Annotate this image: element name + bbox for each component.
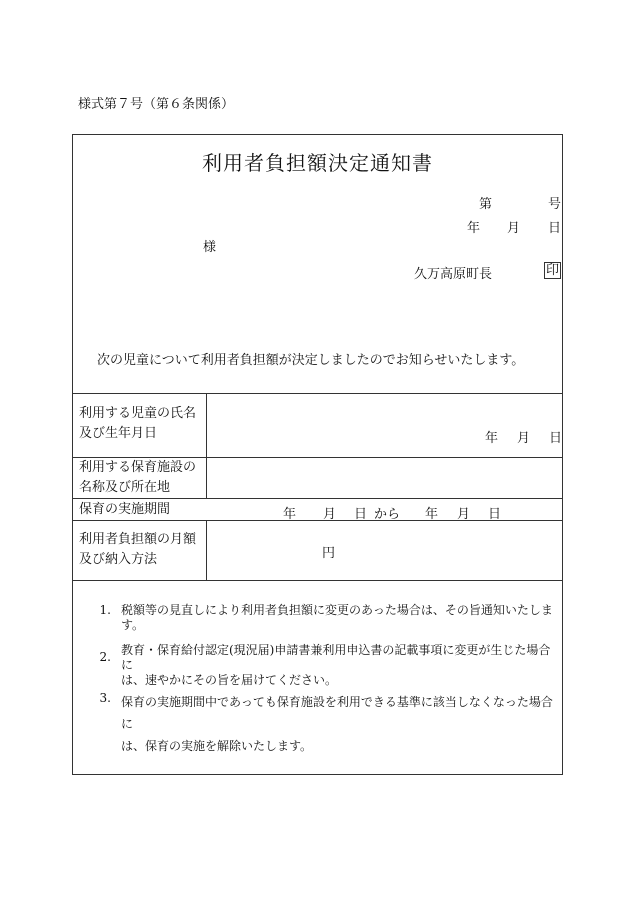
column-divider-2 bbox=[206, 457, 207, 498]
number-prefix: 第 bbox=[479, 197, 493, 212]
birth-month: 月 bbox=[517, 431, 531, 446]
period-to-day: 日 bbox=[488, 507, 502, 522]
row-facility-label-line2: 名称及び所在地 bbox=[79, 480, 171, 495]
column-divider-1 bbox=[206, 393, 207, 457]
issuer-name: 久万高原町長 bbox=[414, 267, 493, 282]
note-number: 2. bbox=[99, 650, 111, 664]
period-to-month: 月 bbox=[457, 507, 471, 522]
note-item bbox=[91, 603, 556, 632]
period-from-year: 年 bbox=[283, 507, 297, 522]
note-text bbox=[121, 643, 556, 688]
note-text bbox=[121, 691, 556, 757]
note-number: 3. bbox=[99, 691, 111, 705]
note-text-line1: 教育・保育給付認定(現況届)申請書兼利用申込書の記載事項に変更が生じた場合に bbox=[121, 643, 551, 672]
seal-mark: 印 bbox=[546, 263, 560, 278]
row-fee-label-line2: 及び納入方法 bbox=[79, 552, 158, 567]
note-text-line1: 保育の実施期間中であっても保育施設を利用できる基準に該当しなくなった場合に bbox=[121, 695, 553, 731]
issue-date-year: 年 bbox=[467, 221, 481, 236]
row-fee-label bbox=[79, 530, 196, 570]
birth-day: 日 bbox=[549, 431, 563, 446]
period-from-month: 月 bbox=[323, 507, 337, 522]
note-text-line2: は、速やかにその旨を届けてください。 bbox=[121, 673, 338, 687]
note-number: 1. bbox=[99, 603, 111, 617]
period-to-year: 年 bbox=[425, 507, 439, 522]
note-text-line2: は、保育の実施を解除いたします。 bbox=[121, 739, 313, 753]
note-text: 税額等の見直しにより利用者負担額に変更のあった場合は、その旨通知いたします。 bbox=[121, 603, 553, 632]
row-facility-label-line1: 利用する保育施設の bbox=[79, 460, 197, 475]
recipient-suffix: 様 bbox=[203, 240, 217, 255]
column-divider-4 bbox=[206, 520, 207, 580]
table-bottom-border bbox=[73, 580, 562, 581]
row-divider-2 bbox=[73, 498, 562, 499]
birth-year: 年 bbox=[485, 431, 499, 446]
row-child-label-line1: 利用する児童の氏名 bbox=[79, 406, 197, 421]
issue-date-month: 月 bbox=[507, 221, 521, 236]
intro-text: 次の児童について利用者負担額が決定しましたのでお知らせいたします。 bbox=[97, 353, 525, 368]
row-facility-label bbox=[79, 458, 196, 498]
note-item bbox=[91, 643, 556, 687]
issue-date-day: 日 bbox=[548, 221, 562, 236]
row-child-label-line2: 及び生年月日 bbox=[79, 426, 158, 441]
row-child-label bbox=[79, 404, 196, 444]
period-from-day: 日 bbox=[354, 507, 368, 522]
note-item bbox=[91, 691, 556, 753]
notice-frame bbox=[72, 134, 563, 775]
fee-currency: 円 bbox=[322, 546, 336, 561]
row-period-label: 保育の実施期間 bbox=[79, 502, 171, 517]
row-fee-label-line1: 利用者負担額の月額 bbox=[79, 532, 197, 547]
table-top-border bbox=[73, 393, 562, 394]
document-title: 利用者負担額決定通知書 bbox=[202, 151, 433, 175]
period-from-label: から bbox=[374, 507, 401, 522]
number-suffix: 号 bbox=[548, 197, 562, 212]
form-code: 様式第７号（第６条関係） bbox=[78, 97, 235, 112]
